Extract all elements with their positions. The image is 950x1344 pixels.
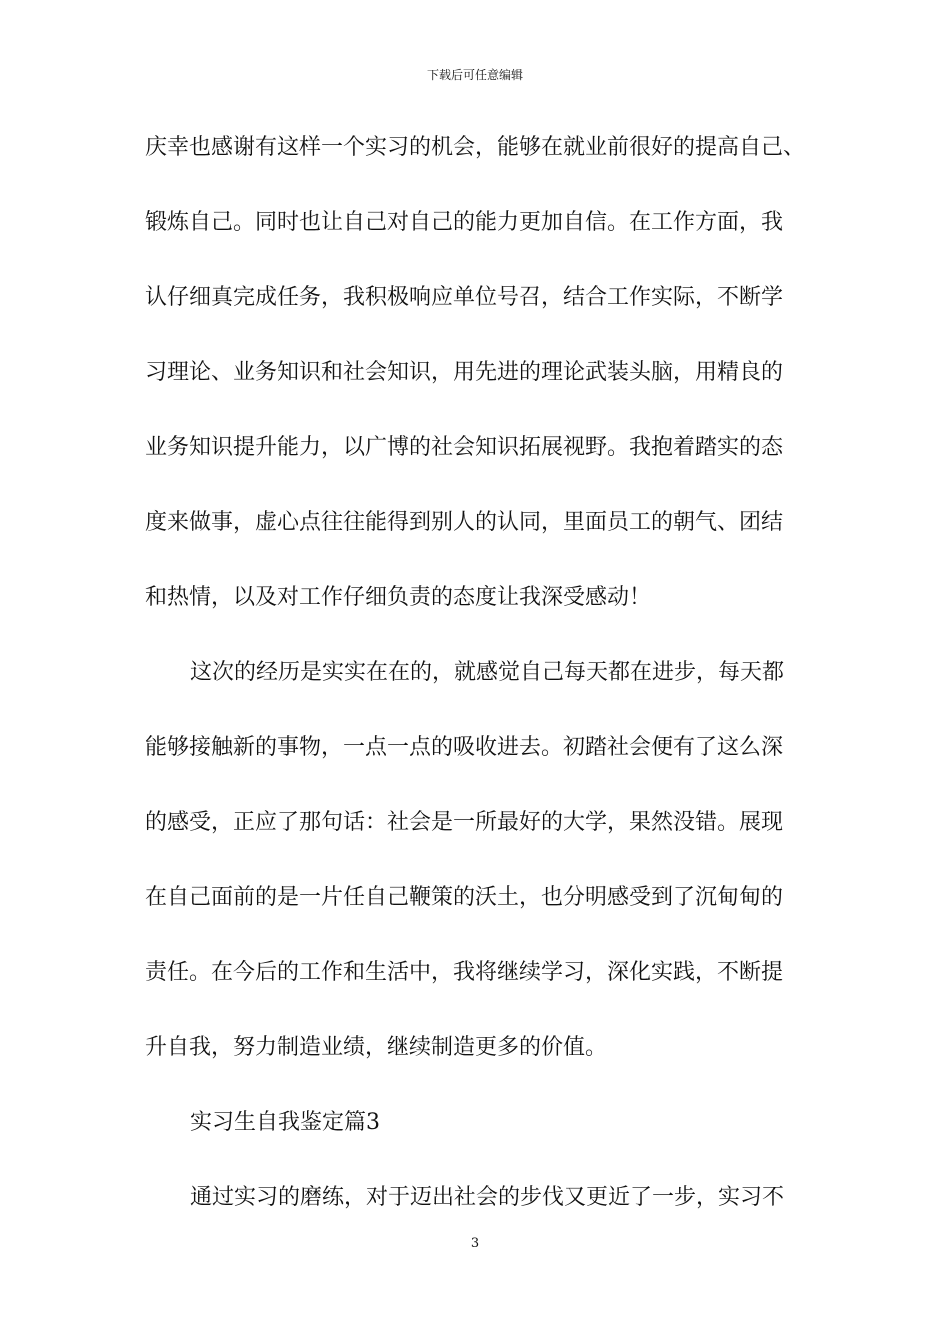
text-line: 认仔细真完成任务，我积极响应单位号召，结合工作实际，不断学 — [145, 285, 784, 310]
page-header: 下载后可任意编辑 — [426, 68, 523, 82]
page-number: 3 — [470, 1236, 480, 1251]
text-line: 的感受，正应了那句话：社会是一所最好的大学，果然没错。展现 — [145, 810, 784, 835]
text-line: 责任。在今后的工作和生活中，我将继续学习，深化实践，不断提 — [145, 960, 784, 985]
text-line: 锻炼自己。同时也让自己对自己的能力更加自信。在工作方面，我 — [145, 210, 784, 235]
text-line: 在自己面前的是一片任自己鞭策的沃土，也分明感受到了沉甸甸的 — [145, 885, 784, 910]
text-line: 习理论、业务知识和社会知识，用先进的理论武装头脑，用精良的 — [145, 360, 784, 385]
text-line: 升自我，努力制造业绩，继续制造更多的价值。 — [145, 1035, 608, 1060]
text-line: 这次的经历是实实在在的，就感觉自己每天都在进步，每天都 — [190, 660, 785, 685]
section-heading: 实习生自我鉴定篇3 — [190, 1110, 380, 1135]
text-line: 业务知识提升能力，以广博的社会知识拓展视野。我抱着踏实的态 — [145, 435, 784, 460]
text-line: 通过实习的磨练，对于迈出社会的步伐又更近了一步，实习不 — [190, 1185, 785, 1210]
text-line: 度来做事，虚心点往往能得到别人的认同，里面员工的朝气、团结 — [145, 510, 784, 535]
text-line: 和热情，以及对工作仔细负责的态度让我深受感动！ — [145, 585, 652, 610]
text-line: 能够接触新的事物，一点一点的吸收进去。初踏社会便有了这么深 — [145, 735, 784, 760]
text-line: 庆幸也感谢有这样一个实习的机会，能够在就业前很好的提高自己、 — [145, 135, 806, 160]
